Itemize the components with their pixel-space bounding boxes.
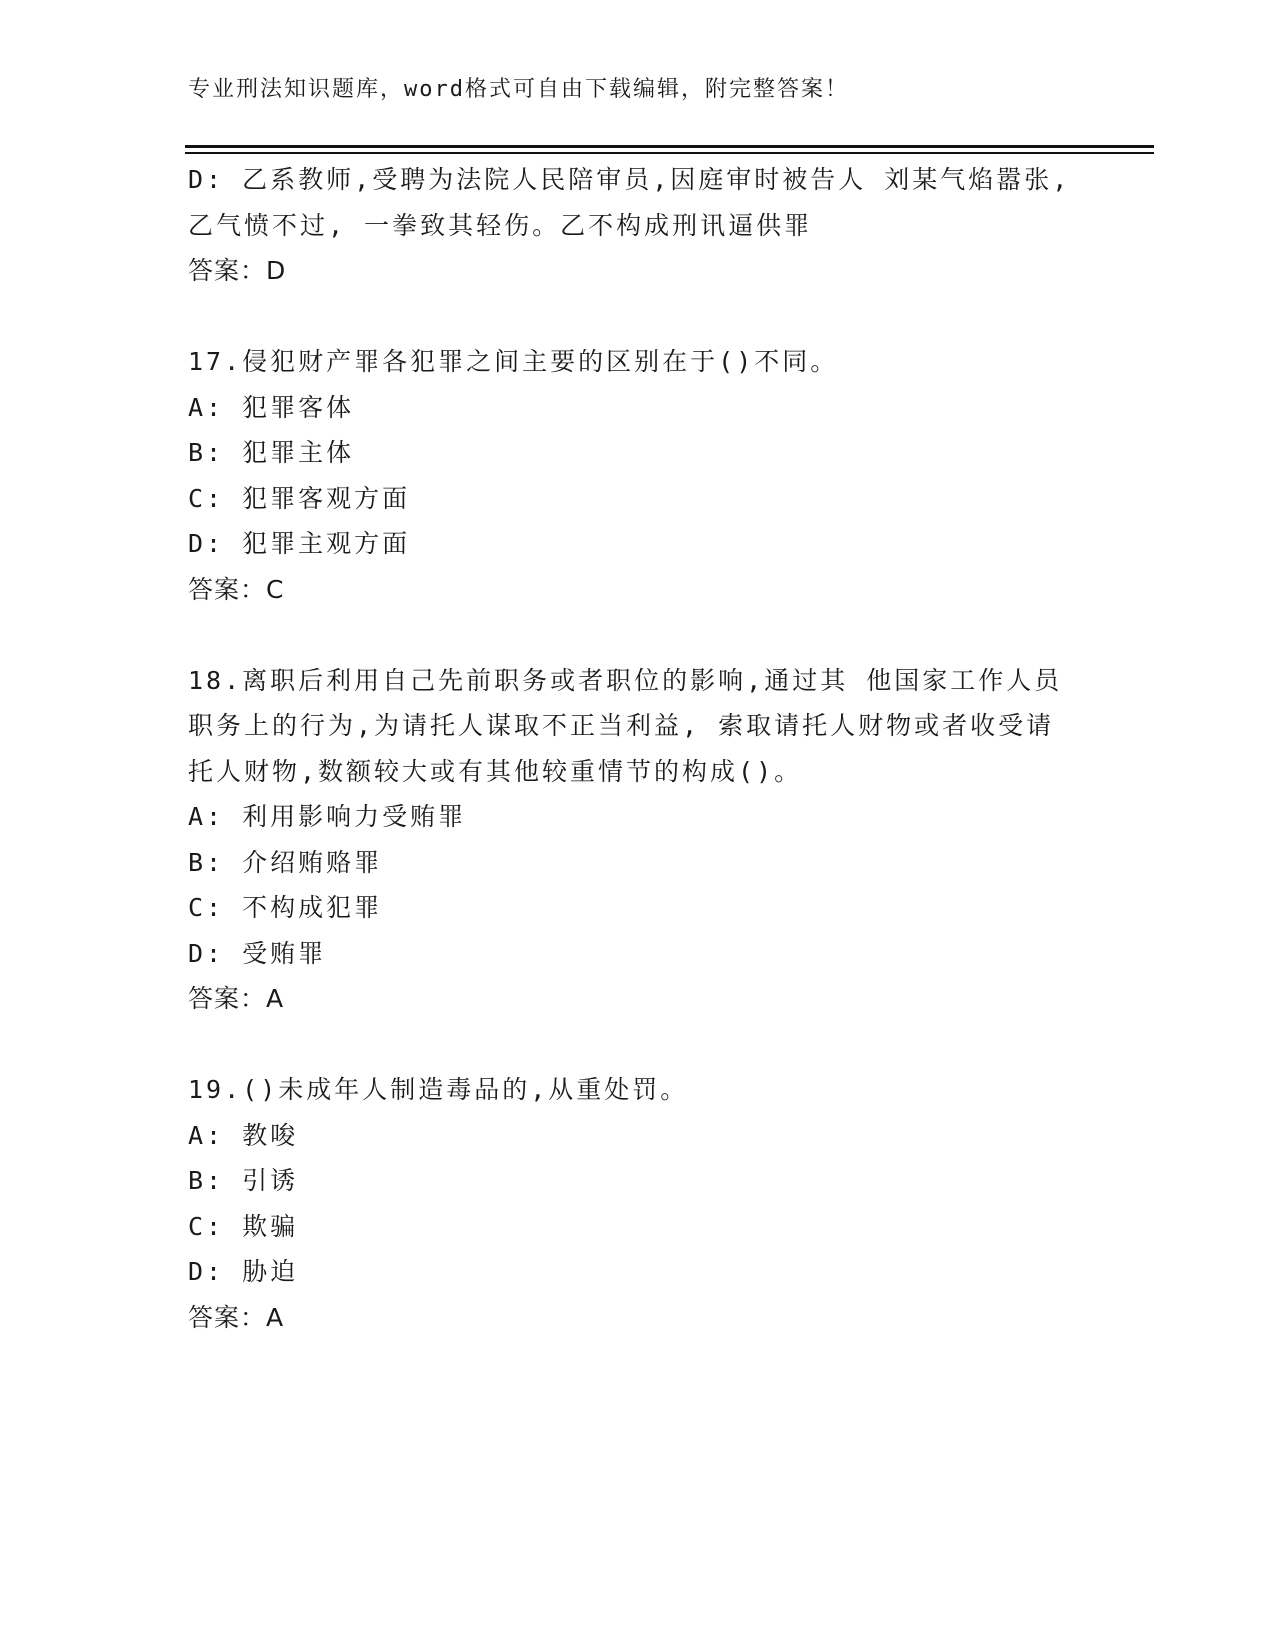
page-header: 专业刑法知识题库，word格式可自由下载编辑，附完整答案！ bbox=[188, 77, 849, 102]
q17-answer: 答案：C bbox=[188, 574, 285, 604]
question-16 bbox=[188, 157, 1088, 294]
q18-answer: 答案：A bbox=[188, 984, 285, 1013]
spacer bbox=[188, 1022, 1088, 1068]
q18-question-line-1: 18.离职后利用自己先前职务或者职位的影响,通过其 他国家工作人员 bbox=[188, 665, 1063, 695]
spacer bbox=[188, 612, 1088, 658]
q19-option-d: D: 胁迫 bbox=[188, 1257, 299, 1286]
q17-option-d: D: 犯罪主观方面 bbox=[188, 529, 411, 558]
q16-option-d-line-1: D: 乙系教师,受聘为法院人民陪审员,因庭审时被告人 刘某气焰嚣张, bbox=[188, 165, 1071, 194]
q18-option-b: B: 介绍贿赂罪 bbox=[188, 847, 383, 877]
q19-option-c: C: 欺骗 bbox=[188, 1211, 299, 1241]
q16-option-d-line-2: 乙气愤不过, 一拳致其轻伤。乙不构成刑讯逼供罪 bbox=[188, 210, 813, 240]
question-17 bbox=[188, 339, 1088, 612]
q18-question-line-2: 职务上的行为,为请托人谋取不正当利益, 索取请托人财物或者收受请 bbox=[188, 711, 1055, 740]
q19-question: 19.()未成年人制造毒品的,从重处罚。 bbox=[188, 1075, 689, 1104]
q18-question-line-3: 托人财物,数额较大或有其他较重情节的构成()。 bbox=[188, 756, 803, 786]
q19-option-a: A: 教唆 bbox=[188, 1120, 299, 1150]
header-rule-thin bbox=[185, 152, 1154, 154]
q18-option-a: A: 利用影响力受贿罪 bbox=[188, 802, 467, 831]
q17-question: 17.侵犯财产罪各犯罪之间主要的区别在于()不同。 bbox=[188, 347, 839, 376]
q17-option-a: A: 犯罪客体 bbox=[188, 392, 355, 422]
q18-option-d: D: 受贿罪 bbox=[188, 938, 327, 968]
question-19 bbox=[188, 1067, 1088, 1340]
q19-answer: 答案：A bbox=[188, 1302, 285, 1332]
question-content bbox=[188, 157, 1088, 1340]
q17-option-b: B: 犯罪主体 bbox=[188, 438, 355, 467]
header-rule-thick bbox=[185, 145, 1154, 148]
q16-answer: 答案：D bbox=[188, 256, 287, 285]
question-18 bbox=[188, 658, 1088, 1022]
q19-option-b: B: 引诱 bbox=[188, 1166, 299, 1195]
q17-option-c: C: 犯罪客观方面 bbox=[188, 483, 411, 513]
q18-option-c: C: 不构成犯罪 bbox=[188, 893, 383, 922]
spacer bbox=[188, 294, 1088, 340]
